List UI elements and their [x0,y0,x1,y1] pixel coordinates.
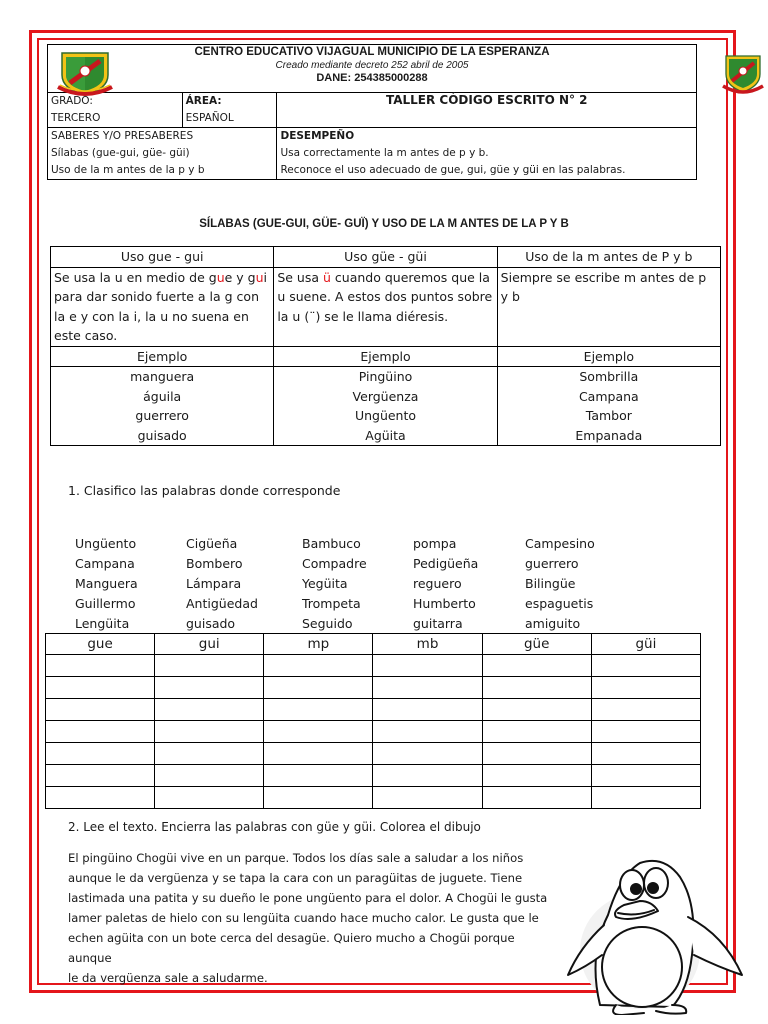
word-item: pompa [413,536,457,551]
grid-cell[interactable] [46,677,155,699]
word-item: amiguito [525,616,581,631]
word-item: Antigüedad [186,596,258,611]
grid-cell[interactable] [264,743,373,765]
grid-cell[interactable] [482,743,591,765]
institution-dane: DANE: 254385000288 [316,72,428,84]
word-item: Bilingüe [525,576,576,591]
word-item: Ungüento [75,536,137,551]
rule-gue-gui: Se usa la u en medio de gue y gui para dar sonido fuerte a la g con la e y con la i, la u no suena en este caso. [51,267,274,346]
grid-cell[interactable] [373,743,482,765]
knowledge-cell [48,128,277,180]
example-label: Ejemplo [274,346,497,367]
grid-row [46,743,701,765]
word-item: Compadre [302,556,367,571]
grid-cell[interactable] [591,721,700,743]
rules-header-guee-guei: Uso güe - güi [274,247,497,268]
word-column [186,534,258,634]
grid-cell[interactable] [373,699,482,721]
penguin-drawing-icon[interactable] [560,855,760,1015]
performance-cell [277,128,697,180]
grid-cell[interactable] [155,721,264,743]
reading-line: lamer paletas de hielo con su lengüita cuando hace mucho calor. Le gusta que le [68,911,539,925]
knowledge-label: SABERES Y/O PRESABERES [51,130,194,142]
grid-cell[interactable] [264,655,373,677]
grid-cell[interactable] [155,787,264,809]
grid-cell[interactable] [482,655,591,677]
grid-cell[interactable] [264,677,373,699]
example-label: Ejemplo [51,346,274,367]
rule-m-pb: Siempre se escribe m antes de p y b [497,267,720,346]
grid-cell[interactable] [482,699,591,721]
word-item: guerrero [525,556,579,571]
grid-row [46,787,701,809]
grid-cell[interactable] [591,677,700,699]
grid-cell[interactable] [46,699,155,721]
word-item: Manguera [75,576,138,591]
area-label: ÁREA: [185,95,222,107]
performance-label: DESEMPEÑO [280,130,355,142]
word-item: Trompeta [302,596,361,611]
header-table [47,44,697,180]
grade-value: TERCERO [51,112,101,124]
word-item: Campana [75,556,135,571]
word-item: reguero [413,576,462,591]
reading-line: echen agüita con un bote cerca del desagüe. Quiero mucho a Chogüi porque aunque [68,931,515,965]
reading-line: aunque le da vergüenza y se tapa la cara con un paragüitas de juguete. Tiene [68,871,523,885]
institution-cell [48,45,697,93]
word-column [413,534,478,634]
school-crest-icon [721,53,765,97]
exercise1-instruction: 1. Clasifico las palabras donde corresponde [68,483,341,498]
word-column [525,534,595,634]
grid-cell[interactable] [264,765,373,787]
grid-header: güe [482,634,591,655]
grid-cell[interactable] [155,655,264,677]
example-label: Ejemplo [497,346,720,367]
word-item: Humberto [413,596,476,611]
word-item: Cigüeña [186,536,238,551]
performance-item: Reconoce el uso adecuado de gue, gui, güe y güi en las palabras. [280,164,626,176]
grid-cell[interactable] [591,787,700,809]
word-item: Campesino [525,536,595,551]
word-item: Lámpara [186,576,242,591]
grid-cell[interactable] [591,765,700,787]
grid-cell[interactable] [155,699,264,721]
grid-row [46,677,701,699]
grade-cell [48,93,183,128]
page-border-inner [37,38,728,985]
examples-guee-guei: Pingüino Vergüenza Ungüento Agüita [274,367,497,446]
grid-cell[interactable] [373,677,482,699]
rule-guee-guei: Se usa ü cuando queremos que la u suene. A estos dos puntos sobre la u (¨) se le llama diéresis. [274,267,497,346]
grid-row [46,699,701,721]
examples-m-pb: Sombrilla Campana Tambor Empanada [497,367,720,446]
grid-cell[interactable] [482,677,591,699]
grade-label: GRADO: [51,95,93,107]
knowledge-item: Sílabas (gue-gui, güe- güi) [51,147,190,159]
grid-header: gue [46,634,155,655]
word-item: espaguetis [525,596,594,611]
grid-cell[interactable] [46,655,155,677]
grid-cell[interactable] [155,743,264,765]
section-title: SÍLABAS (GUE-GUI, GÜE- GUÏ) Y USO DE LA M ANTES DE LA P Y B [199,218,569,230]
grid-cell[interactable] [591,743,700,765]
reading-line: le da vergüenza sale a saludarme. [68,971,268,985]
classification-grid [45,633,701,809]
reading-text [68,848,558,988]
examples-gue-gui: manguera águila guerrero guisado [51,367,274,446]
grid-cell[interactable] [155,765,264,787]
grid-row [46,655,701,677]
knowledge-item: Uso de la m antes de la p y b [51,164,205,176]
grid-cell[interactable] [373,721,482,743]
rules-header-m-pb: Uso de la m antes de P y b [497,247,720,268]
grid-cell[interactable] [591,699,700,721]
school-crest-icon [56,49,114,97]
word-item: Pedigüeña [413,556,479,571]
area-value: ESPAÑOL [185,112,234,124]
word-item: guitarra [413,616,463,631]
grid-row [46,721,701,743]
grid-cell[interactable] [264,787,373,809]
grid-header: mp [264,634,373,655]
grid-cell[interactable] [482,721,591,743]
word-item: Guillermo [75,596,136,611]
grid-header: mb [373,634,482,655]
grid-row [46,765,701,787]
word-column [302,534,367,634]
grid-header: gui [155,634,264,655]
word-item: Bombero [186,556,243,571]
grid-header: güi [591,634,700,655]
institution-decree: Creado mediante decreto 252 abril de 2005 [275,60,469,71]
reading-line: El pingüino Chogüi vive en un parque. Todos los días sale a saludar a los niños [68,851,524,865]
word-column [75,534,138,634]
grid-cell[interactable] [591,655,700,677]
reading-line: lastimada una patita y su dueño le pone ungüento para el dolor. A Chogüi le gusta [68,891,548,905]
grid-cell[interactable] [373,765,482,787]
grid-cell[interactable] [46,765,155,787]
word-item: guisado [186,616,236,631]
word-item: Bambuco [302,536,361,551]
grid-cell[interactable] [46,721,155,743]
grid-cell[interactable] [482,765,591,787]
grid-cell[interactable] [482,787,591,809]
grid-cell[interactable] [46,743,155,765]
exercise2-instruction: 2. Lee el texto. Encierra las palabras con güe y güi. Colorea el dibujo [68,820,481,834]
word-item: Lengüita [75,616,130,631]
grid-cell[interactable] [373,655,482,677]
rules-table [50,246,721,446]
word-item: Seguido [302,616,353,631]
performance-item: Usa correctamente la m antes de p y b. [280,147,489,159]
grid-cell[interactable] [46,787,155,809]
grid-cell[interactable] [264,699,373,721]
grid-cell[interactable] [155,677,264,699]
rules-header-gue-gui: Uso gue - gui [51,247,274,268]
institution-name: CENTRO EDUCATIVO VIJAGUAL MUNICIPIO DE LA ESPERANZA [194,46,550,58]
area-cell [182,93,277,128]
word-item: Yegüita [302,576,348,591]
grid-cell[interactable] [373,787,482,809]
workshop-title: TALLER CÓDIGO ESCRITO N° 2 [277,93,697,128]
grid-cell[interactable] [264,721,373,743]
